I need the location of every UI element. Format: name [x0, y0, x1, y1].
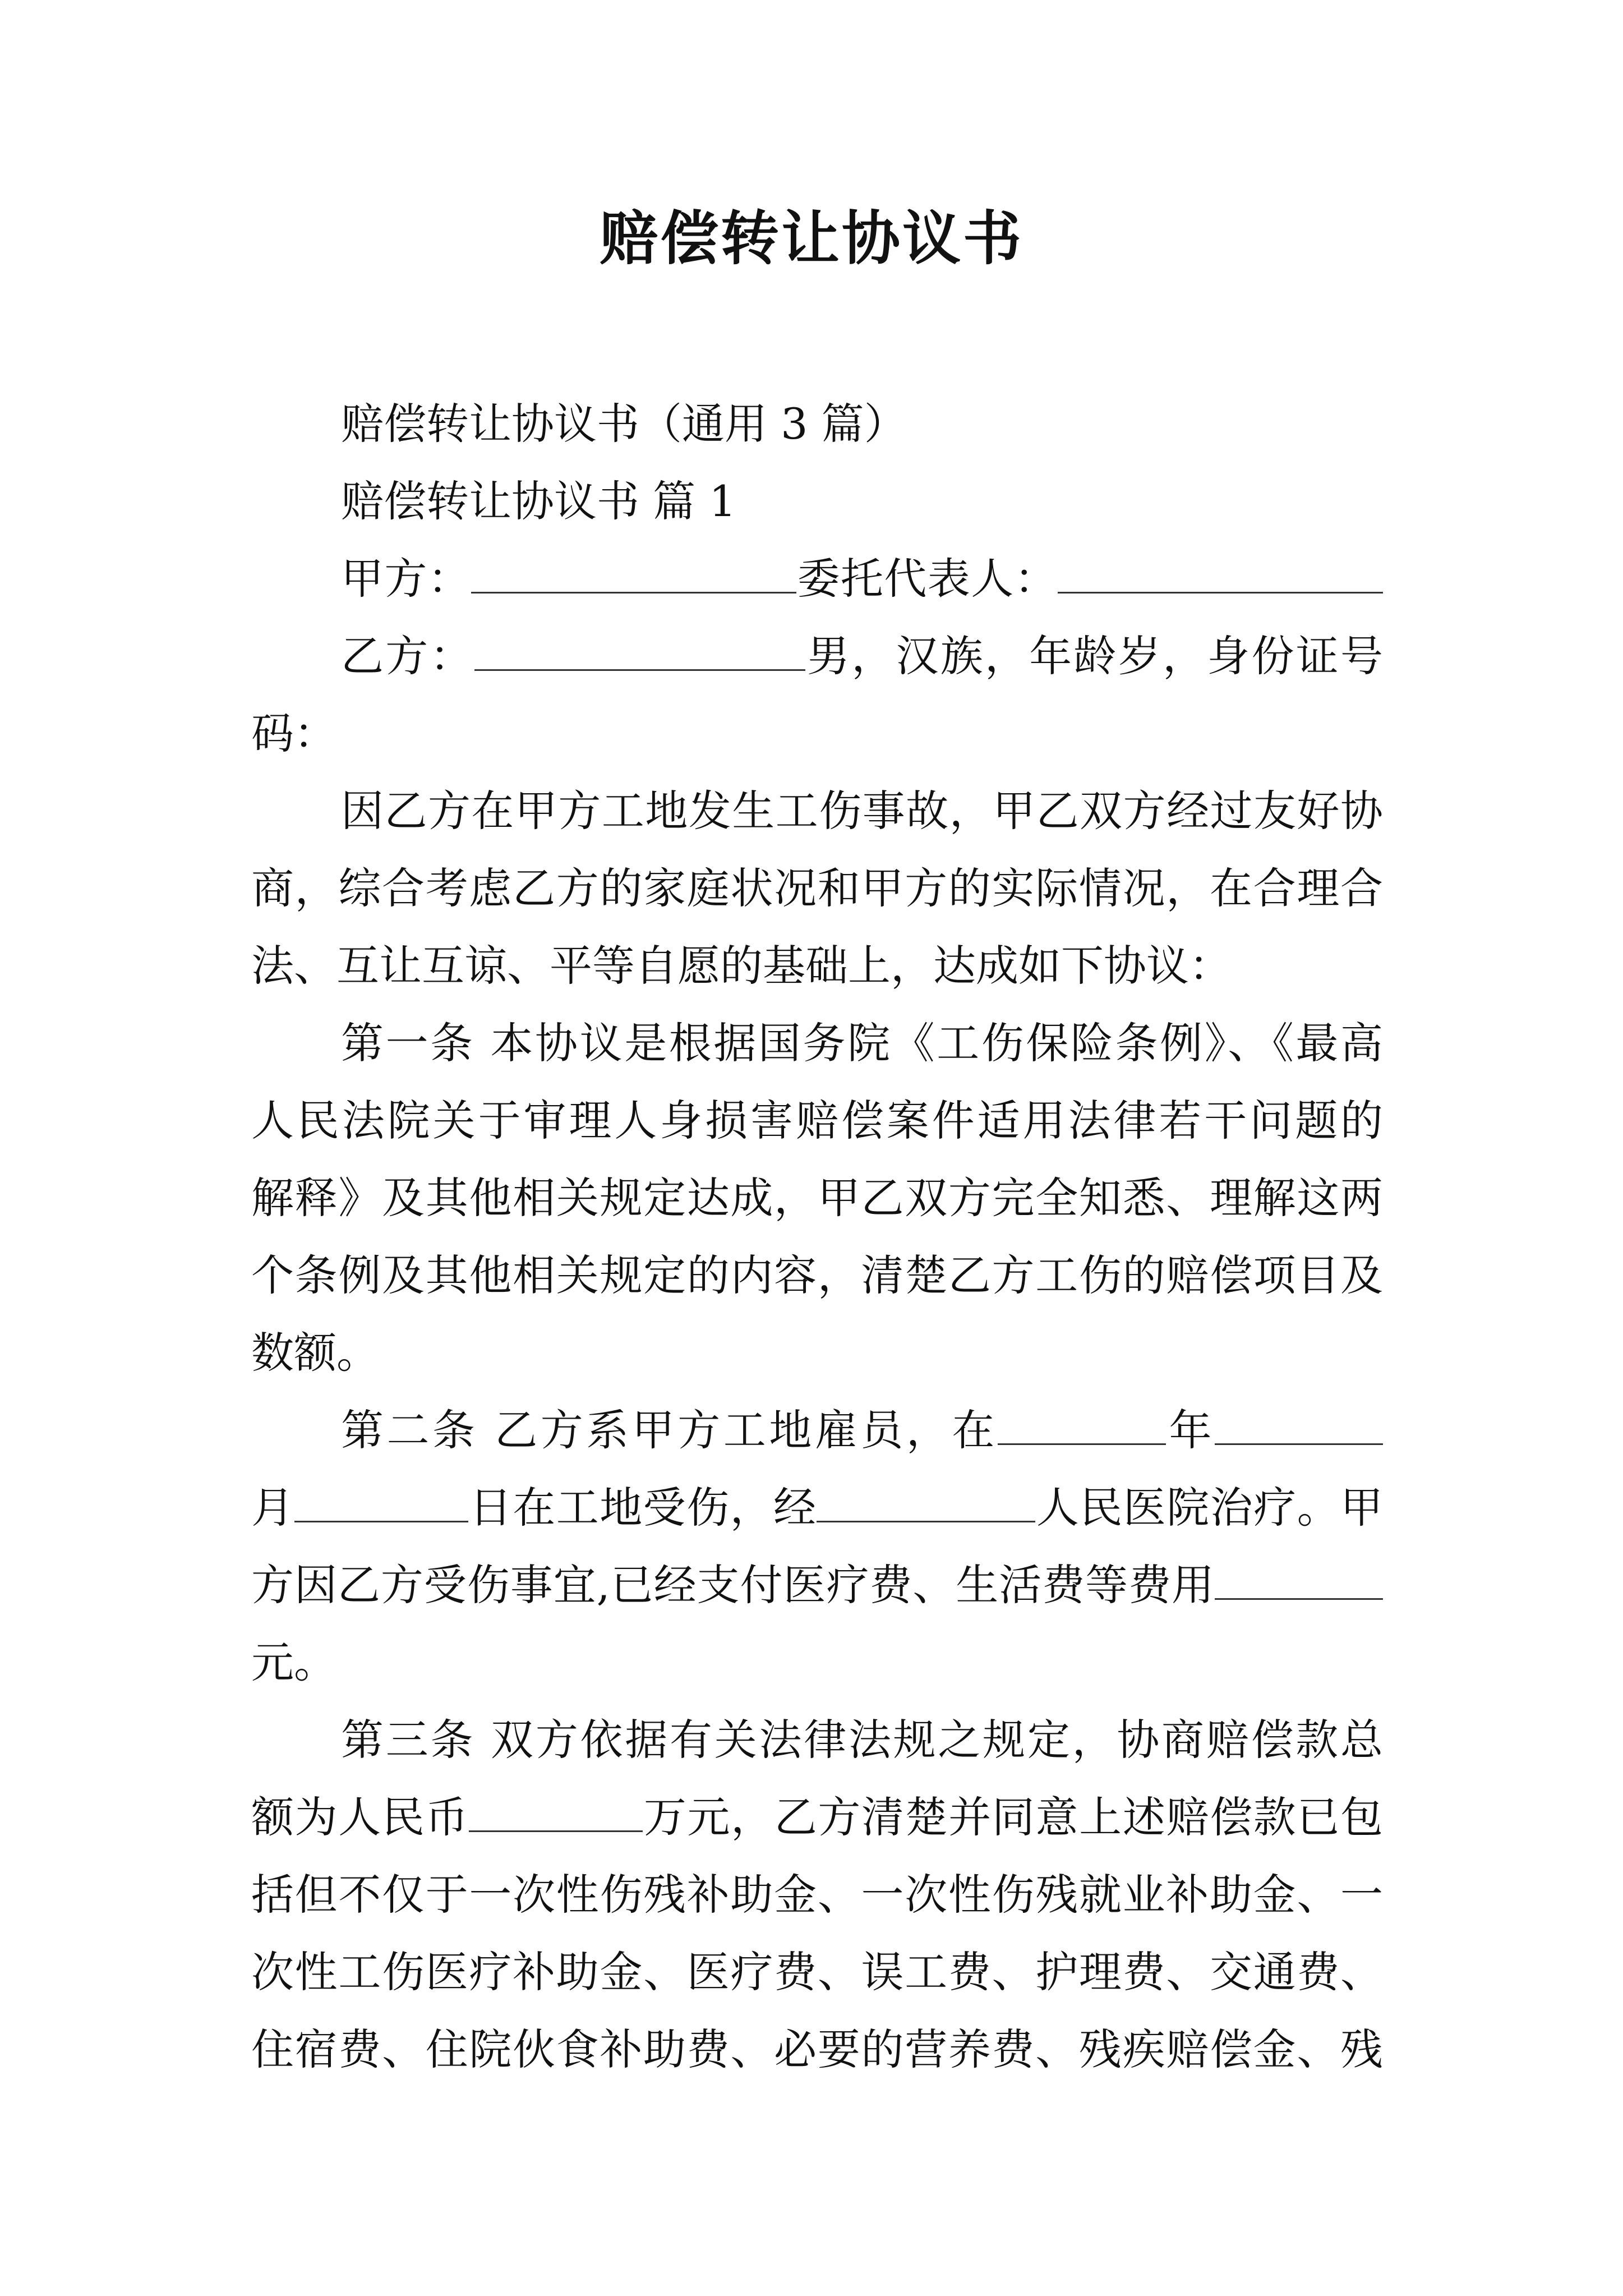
article-1-line: 个条例及其他相关规定的内容，清楚乙方工伤的赔偿项目及 — [251, 1250, 1383, 1300]
party-b-blank — [474, 632, 805, 671]
article-2-text: 第二条 乙方系甲方工地雇员，在 — [341, 1405, 998, 1455]
year-blank — [998, 1406, 1166, 1445]
party-b-rest: 男，汉族，年龄岁，身份证号 — [805, 631, 1383, 681]
month-blank — [1215, 1406, 1383, 1445]
body-line: 商，综合考虑乙方的家庭状况和甲方的实际情况，在合理合 — [251, 863, 1383, 913]
article-1-line: 第一条 本协议是根据国务院《工伤保险条例》、《最高 — [341, 1018, 1383, 1068]
article-2-line: 元。 — [251, 1637, 336, 1687]
article-2-line — [251, 1469, 1383, 1547]
article-3-line — [251, 1779, 1383, 1856]
body-line: 因乙方在甲方工地发生工伤事故，甲乙双方经过友好协 — [341, 786, 1383, 836]
article-3-line: 括但不仅于一次性伤残补助金、一次性伤残就业补助金、一 — [251, 1870, 1383, 1920]
party-b-label: 乙方： — [341, 631, 474, 681]
hospital-blank — [817, 1484, 1035, 1522]
article-2-line — [251, 1547, 1383, 1624]
body-line: 码： — [251, 708, 336, 758]
party-a-line — [251, 540, 1383, 618]
article-2-text: 日在工地受伤，经 — [468, 1483, 817, 1533]
document-title: 赔偿转让协议书 — [599, 204, 1023, 273]
total-amount-blank — [469, 1793, 643, 1832]
article-3-line: 住宿费、住院伙食补助费、必要的营养费、残疾赔偿金、残 — [251, 2024, 1383, 2074]
article-2-line — [251, 1392, 1383, 1469]
year-label: 年 — [1165, 1405, 1215, 1455]
article-3-text: 额为人民币 — [251, 1792, 469, 1842]
party-a-rep-label: 委托代表人： — [796, 554, 1058, 604]
subtitle-line: 赔偿转让协议书（通用 3 篇） — [341, 399, 907, 449]
document-body — [251, 385, 1383, 2088]
body-line: 法、互让互谅、平等自愿的基础上，达成如下协议： — [251, 941, 1232, 991]
article-1-line: 人民法院关于审理人身损害赔偿案件适用法律若干问题的 — [251, 1096, 1383, 1145]
party-a-rep-blank — [1058, 555, 1383, 593]
section-heading: 赔偿转让协议书 篇 1 — [341, 476, 736, 526]
month-label: 月 — [251, 1483, 295, 1533]
article-1-line: 解释》及其他相关规定达成，甲乙双方完全知悉、理解这两 — [251, 1173, 1383, 1223]
party-a-blank — [471, 555, 796, 593]
article-2-text: 方因乙方受伤事宜,已经支付医疗费、生活费等费用 — [251, 1560, 1215, 1610]
article-3-line: 第三条 双方依据有关法律法规之规定，协商赔偿款总 — [341, 1715, 1383, 1765]
amount-blank — [1215, 1561, 1383, 1600]
party-b-line — [251, 618, 1383, 695]
article-3-text: 万元，乙方清楚并同意上述赔偿款已包 — [643, 1792, 1384, 1842]
article-2-text: 人民医院治疗。甲 — [1035, 1483, 1384, 1533]
party-a-label: 甲方： — [341, 554, 472, 604]
article-1-line: 数额。 — [251, 1328, 379, 1378]
article-3-line: 次性工伤医疗补助金、医疗费、误工费、护理费、交通费、 — [251, 1947, 1383, 1997]
day-blank — [294, 1484, 468, 1522]
